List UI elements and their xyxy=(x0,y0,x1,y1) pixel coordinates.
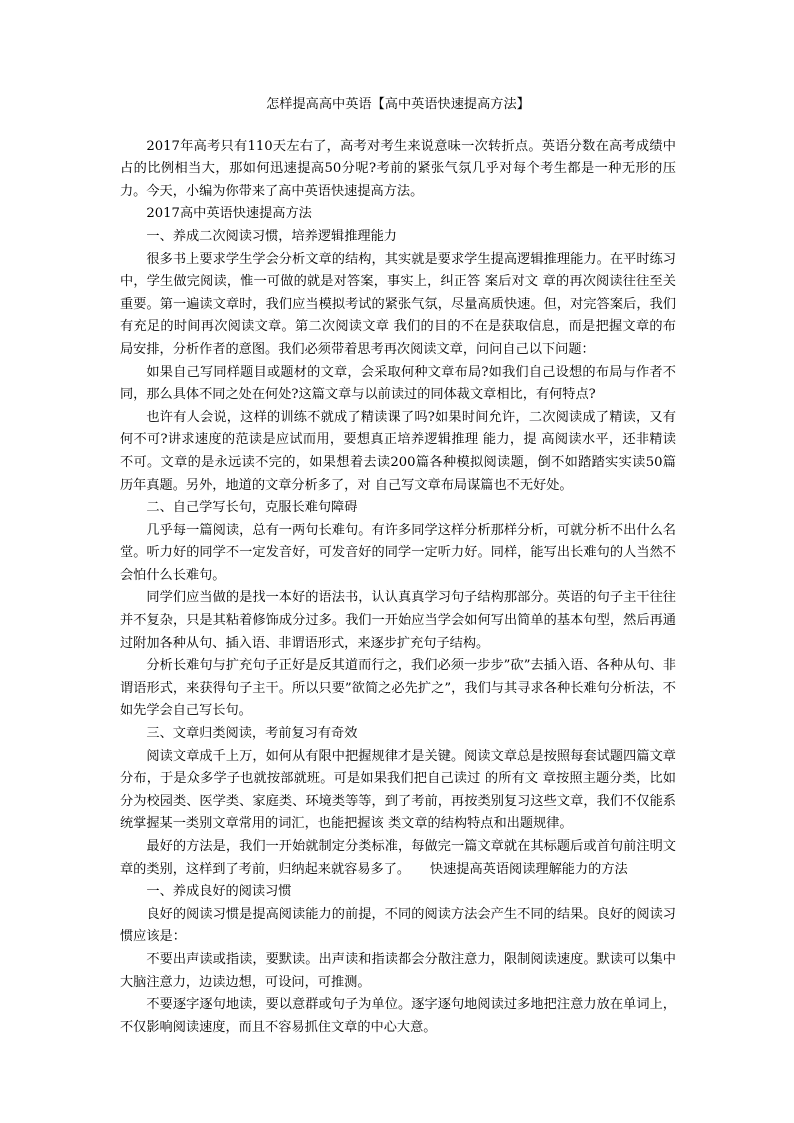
body-paragraph: 也许有人会说，这样的训练不就成了精读课了吗?如果时间允许，二次阅读成了精读，又有何不可?讲求速度的范读是应试而用，要想真正培养逻辑推理 能力，提 高阅读水平，还非精读不可。文章的是永远读不完的，如果想着去读200篇各种模拟阅读题，倒不如踏踏实实读50篇历年真题。另外，地道的文章分析多了，对 自己写文章布局谋篇也不无好处。 xyxy=(120,409,676,493)
subsection-heading-4: 一、养成良好的阅读习惯 xyxy=(146,884,292,900)
document-title: 怎样提高高中英语【高中英语快速提高方法】 xyxy=(266,97,530,112)
body-paragraph: 几乎每一篇阅读，总有一两句长难句。有许多同学这样分析那样分析，可就分析不出什么名堂。听力好的同学不一定发音好，可发音好的同学一定听力好。同样，能写出长难句的人当然不会怕什么长难句。 xyxy=(120,522,676,583)
body-paragraph: 良好的阅读习惯是提高阅读能力的前提，不同的阅读方法会产生不同的结果。良好的阅读习惯应该是： xyxy=(120,906,676,945)
body-paragraph: 不要出声读或指读，要默读。出声读和指读都会分散注意力，限制阅读速度。默读可以集中大脑注意力，边读边想，可设问，可推测。 xyxy=(120,951,676,990)
subsection-heading-3: 三、文章归类阅读，考前复习有奇效 xyxy=(146,726,358,742)
body-paragraph: 不要逐字逐句地读，要以意群或句子为单位。逐字逐句地阅读过多地把注意力放在单词上，不仅影响阅读速度，而且不容易抓住文章的中心大意。 xyxy=(120,997,676,1035)
body-paragraph: 阅读文章成千上万，如何从有限中把握规律才是关键。阅读文章总是按照每套试题四篇文章分布，于是众多学子也就按部就班。可是如果我们把自己读过 的所有文 章按照主题分类，比如分为校园类、医学类、家庭类、环境类等等，到了考前，再按类别复习这些文章，我们不仅能系统掌握某一类别文章常用的词汇，也能把握该 类文章的结构特点和出题规律。 xyxy=(120,748,676,832)
intro-paragraph: 2017年高考只有110天左右了，高考对考生来说意味一次转折点。英语分数在高考成绩中占的比例相当大，那如何迅速提高50分呢?考前的紧张气氛几乎对每个考生都是一种无形的压力。今天，小编为你带来了高中英语快速提高方法。 xyxy=(120,138,676,199)
document-page xyxy=(120,94,676,1039)
body-paragraph: 很多书上要求学生学会分析文章的结构，其实就是要求学生提高逻辑推理能力。在平时练习中，学生做完阅读，惟一可做的就是对答案，事实上，纠正答 案后对文 章的再次阅读往往至关重要。第一遍读文章时，我们应当模拟考试的紧张气氛，尽量高质快速。但，对完答案后，我们有充足的时间再次阅读文章。第二次阅读文章 我们的目的不在是获取信息，而是把握文章的布局安排，分析作者的意图。我们必须带着思考再次阅读文章，问问自己以下问题： xyxy=(120,251,676,357)
body-paragraph: 分析长难句与扩充句子正好是反其道而行之，我们必须一步步”砍”去插入语、各种从句、非谓语形式，来获得句子主干。所以只要”欲简之必先扩之”，我们与其寻求各种长难句分析法，不如先学会自己写长句。 xyxy=(120,658,676,719)
body-paragraph: 同学们应当做的是找一本好的语法书，认认真真学习句子结构那部分。英语的句子主干往往并不复杂，只是其粘着修饰成分过多。我们一开始应当学会如何写出简单的基本句型，然后再通过附加各种从句、插入语、非谓语形式，来逐步扩充句子结构。 xyxy=(120,590,676,651)
section-heading: 2017高中英语快速提高方法 xyxy=(146,206,312,222)
body-paragraph: 最好的方法是，我们一开始就制定分类标准，每做完一篇文章就在其标题后或首句前注明文章的类别，这样到了考前，归纳起来就容易多了。 快速提高英语阅读理解能力的方法 xyxy=(120,839,676,877)
subsection-heading-2: 二、自己学写长句，克服长难句障碍 xyxy=(146,500,358,516)
subsection-heading-1: 一、养成二次阅读习惯，培养逻辑推理能力 xyxy=(146,228,397,244)
body-paragraph: 如果自己写同样题目或题材的文章，会采取何种文章布局?如我们自己设想的布局与作者不同，那么具体不同之处在何处?这篇文章与以前读过的同体裁文章相比，有何特点? xyxy=(120,364,676,403)
